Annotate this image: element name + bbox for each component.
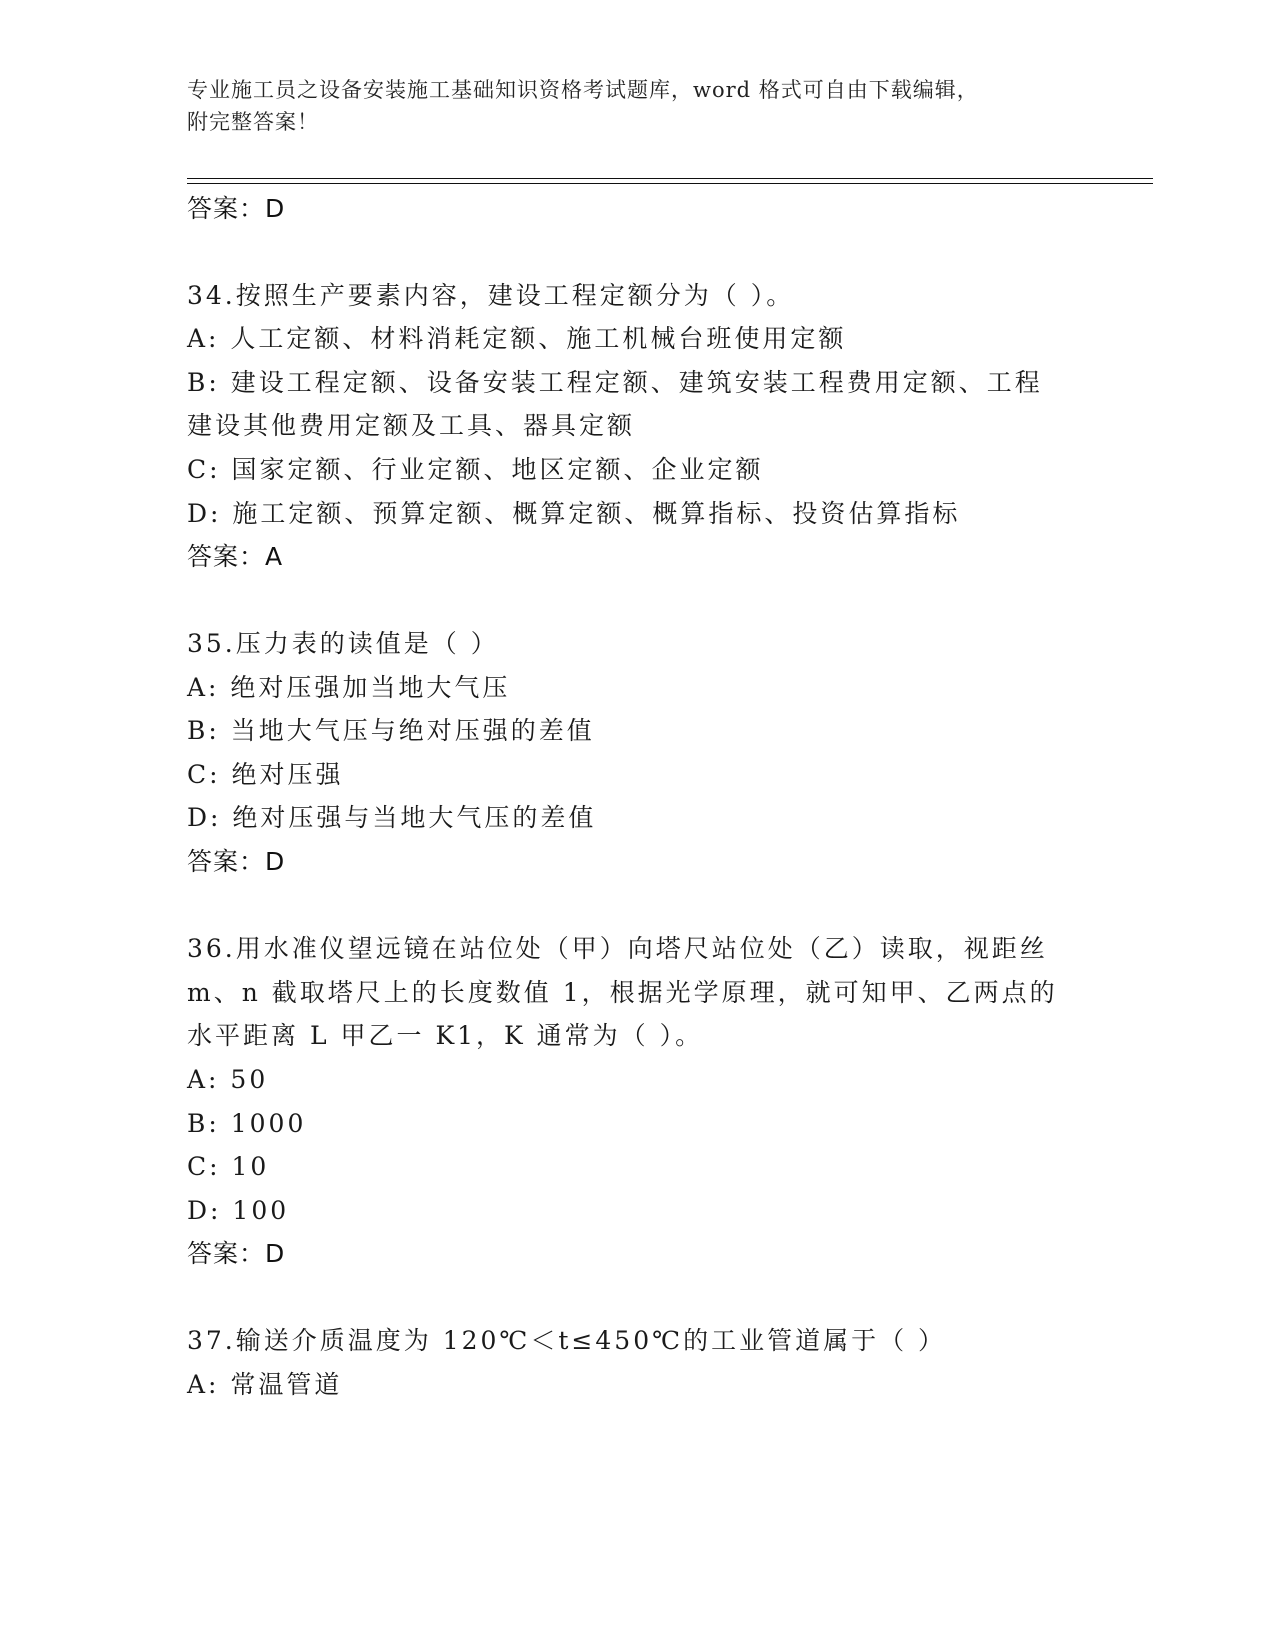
q36-stem-line-3: 水平距离 L 甲乙一 K1，K 通常为（ ）。 (187, 1021, 704, 1050)
q34-answer: 答案：A (187, 542, 284, 571)
q36-stem-line-1: 36.用水准仪望远镜在站位处（甲）向塔尺站位处（乙）读取，视距丝 (187, 934, 1048, 963)
document-header (187, 74, 1087, 138)
q36-option-c: C: 10 (187, 1152, 270, 1181)
q34-stem: 34.按照生产要素内容，建设工程定额分为（ ）。 (187, 281, 795, 310)
header-divider-bottom (187, 183, 1153, 184)
q34-option-d: D: 施工定额、预算定额、概算定额、概算指标、投资估算指标 (187, 499, 961, 528)
q34-option-c: C: 国家定额、行业定额、地区定额、企业定额 (187, 455, 764, 484)
q35-option-a: A: 绝对压强加当地大气压 (187, 673, 511, 702)
q35-option-d: D: 绝对压强与当地大气压的差值 (187, 803, 597, 832)
q37-stem: 37.输送介质温度为 120℃＜t≤450℃的工业管道属于（ ） (187, 1326, 947, 1355)
q34-option-a: A: 人工定额、材料消耗定额、施工机械台班使用定额 (187, 324, 847, 353)
q35-option-b: B: 当地大气压与绝对压强的差值 (187, 716, 595, 745)
q33-answer: 答案：D (187, 194, 286, 223)
q34-option-b-line-1: B: 建设工程定额、设备安装工程定额、建筑安装工程费用定额、工程 (187, 368, 1043, 397)
q37-option-a: A: 常温管道 (187, 1370, 343, 1399)
q36-option-d: D: 100 (187, 1196, 290, 1225)
header-line-2: 附完整答案！ (187, 110, 319, 134)
q35-option-c: C: 绝对压强 (187, 760, 344, 789)
q36-option-a: A: 50 (187, 1065, 269, 1094)
header-line-1: 专业施工员之设备安装施工基础知识资格考试题库，word 格式可自由下载编辑， (187, 78, 979, 102)
q34-option-b-line-2: 建设其他费用定额及工具、器具定额 (187, 411, 636, 440)
header-divider-top (187, 178, 1153, 179)
q36-option-b: B: 1000 (187, 1109, 307, 1138)
q35-stem: 35.压力表的读值是（ ） (187, 629, 499, 658)
q35-answer: 答案：D (187, 847, 286, 876)
q36-stem-line-2: m、n 截取塔尺上的长度数值 1，根据光学原理，就可知甲、乙两点的 (187, 978, 1058, 1007)
q36-answer: 答案：D (187, 1239, 286, 1268)
